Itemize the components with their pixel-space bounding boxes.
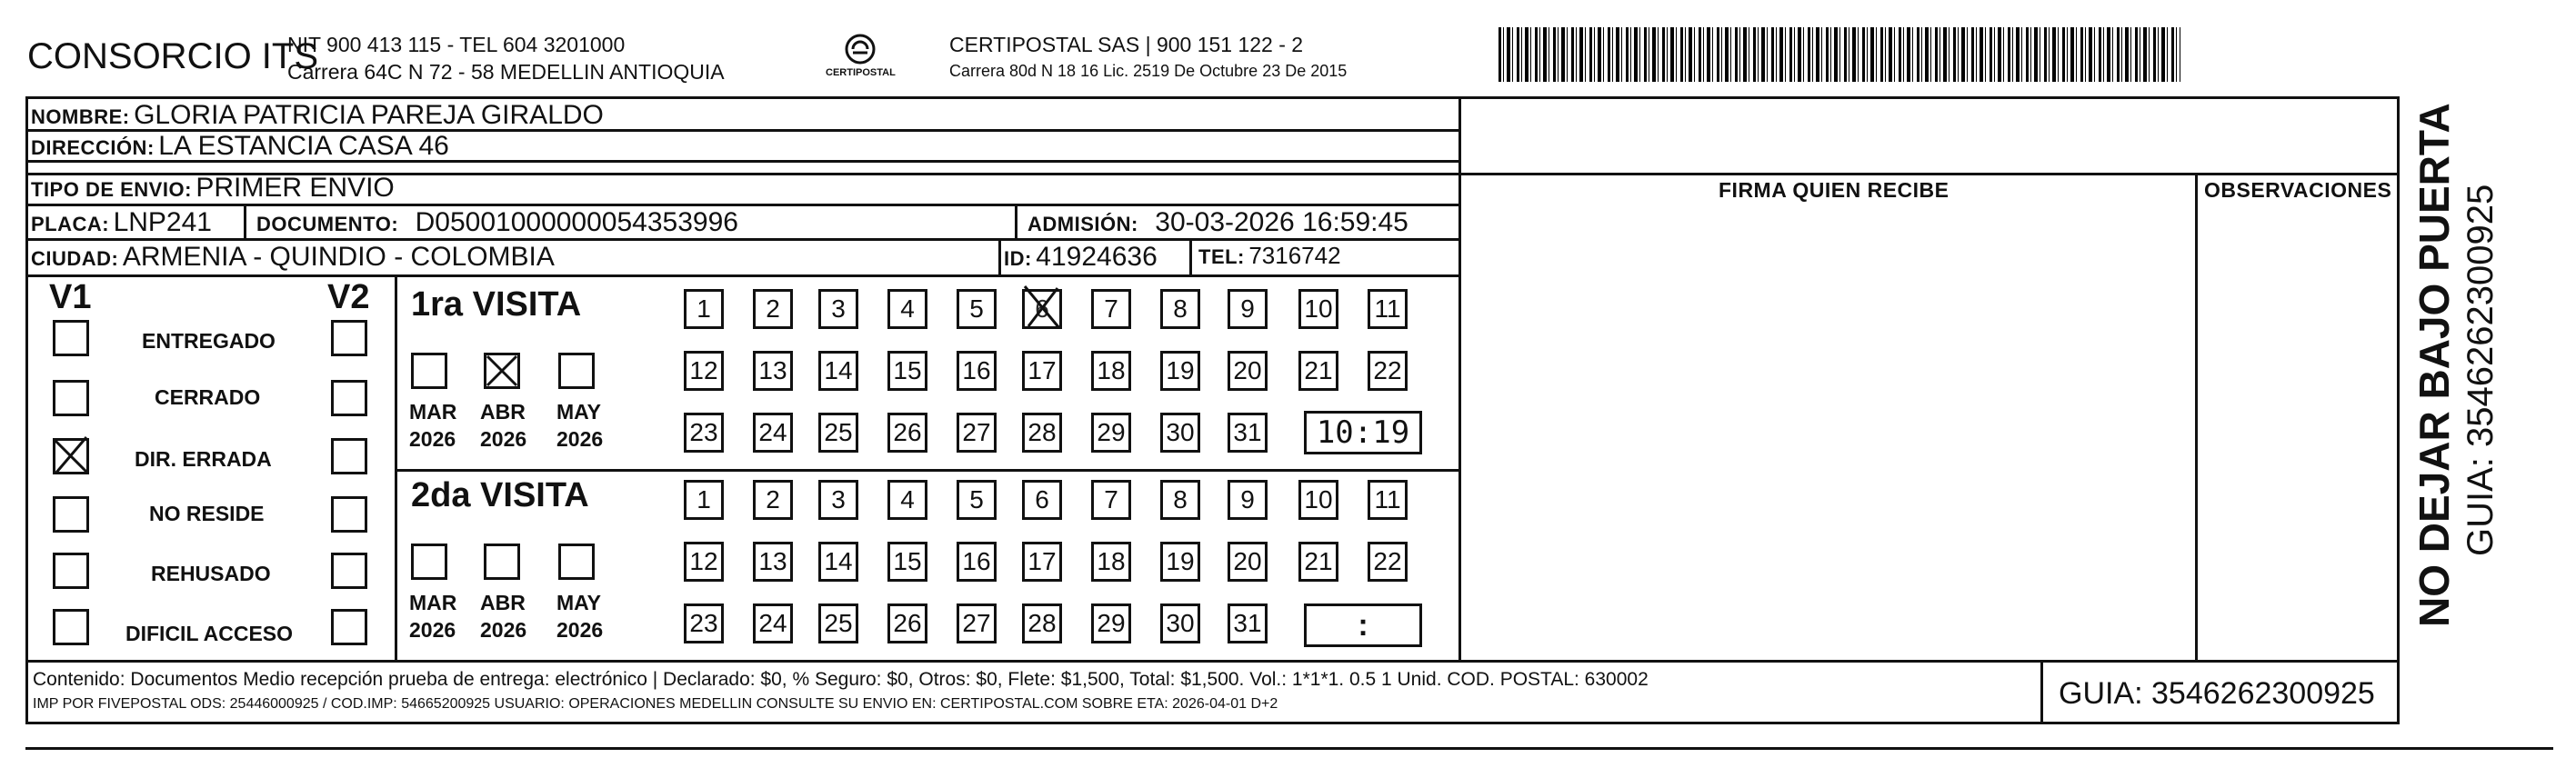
visit1-day-31[interactable] [1228,413,1268,453]
visit1-day-5[interactable] [957,289,997,329]
status-cerrado: CERRADO [155,385,261,409]
admision-label: ADMISIÓN: [1027,213,1138,235]
company-nit: NIT 900 413 115 - TEL 604 3201000 [287,33,626,56]
status-entregado: ENTREGADO [142,329,276,353]
visit1-day-27[interactable] [957,413,997,453]
day-number: 9 [1240,485,1255,514]
day-number: 24 [758,418,787,446]
visit1-day-2[interactable] [753,289,793,329]
placa-value: LNP241 [113,207,212,237]
nombre-label: NOMBRE: [31,105,130,128]
check-mark-icon [50,434,94,477]
day-number: 14 [824,547,853,575]
visit1-day-10[interactable] [1298,289,1338,329]
admision-value: 30-03-2026 16:59:45 [1155,207,1408,237]
documento-label: DOCUMENTO: [256,213,399,235]
company-name: CONSORCIO ITS [27,36,319,76]
v2-entregado-checkbox[interactable] [331,320,367,356]
side-warning: NO DEJAR BAJO PUERTA [2411,103,2458,627]
visit1-day-16[interactable] [957,351,997,391]
observaciones-header: OBSERVACIONES [2204,178,2392,202]
visit2-month-may-checkbox[interactable] [558,544,595,580]
visit2-day-5[interactable] [957,480,997,520]
visit1-day-8[interactable] [1160,289,1200,329]
v1-cerrado-checkbox[interactable] [53,380,89,416]
day-number: 13 [758,356,787,384]
day-number: 1 [697,294,711,323]
visit1-day-15[interactable] [887,351,927,391]
visit2-day-15[interactable] [887,542,927,582]
visit2-month-mar: MAR [409,591,457,614]
day-number: 25 [824,609,853,637]
visit1-day-30[interactable] [1160,413,1200,453]
certipostal-logo: CERTIPOSTAL [824,31,897,85]
day-number: 10 [1304,485,1333,514]
visit1-month-mar: MAR [409,400,457,424]
visit1-day-29[interactable] [1091,413,1131,453]
nombre-value: GLORIA PATRICIA PAREJA GIRALDO [134,100,604,130]
status-no-reside: NO RESIDE [149,502,265,525]
visit1-year-mar: 2026 [409,427,456,451]
visit2-day-20[interactable] [1228,542,1268,582]
visit1-day-20[interactable] [1228,351,1268,391]
day-number: 27 [962,418,991,446]
visit1-month-mar-checkbox[interactable] [411,353,447,389]
day-number: 23 [689,418,718,446]
visit2-day-22[interactable] [1368,542,1408,582]
day-number: 31 [1233,418,1262,446]
visit2-day-1[interactable] [684,480,724,520]
visit1-day-6[interactable] [1022,289,1062,329]
nombre-row [31,100,604,131]
placa-row [31,207,212,238]
visit2-day-31[interactable] [1228,603,1268,643]
ciudad-row [31,242,555,273]
day-number: 9 [1240,294,1255,323]
visit2-title: 2da VISITA [411,476,589,514]
day-number: 17 [1027,356,1057,384]
visit1-month-abr-checkbox[interactable] [484,353,520,389]
visit1-day-25[interactable] [818,413,858,453]
documento-value: D05001000000054353996 [415,207,738,237]
carrier-address: Carrera 80d N 18 16 Lic. 2519 De Octubre 23 De 2015 [949,62,1348,80]
visit2-day-17[interactable] [1022,542,1062,582]
day-number: 8 [1173,294,1188,323]
visit1-day-22[interactable] [1368,351,1408,391]
visit2-day-10[interactable] [1298,480,1338,520]
tel-value: 7316742 [1248,242,1341,269]
visit1-time-field[interactable]: 10:19 [1304,411,1422,454]
day-number: 7 [1104,485,1118,514]
day-number: 26 [893,609,922,637]
day-number: 15 [893,547,922,575]
visit1-day-26[interactable] [887,413,927,453]
visit2-day-12[interactable] [684,542,724,582]
day-number: 2 [766,294,780,323]
visit2-day-3[interactable] [818,480,858,520]
day-number: 11 [1374,485,1401,514]
day-number: 22 [1373,356,1402,384]
visit2-day-13[interactable] [753,542,793,582]
day-number: 12 [689,356,718,384]
visit2-day-9[interactable] [1228,480,1268,520]
day-number: 16 [962,547,991,575]
visit1-day-1[interactable] [684,289,724,329]
visit2-month-may: MAY [556,591,601,614]
ciudad-label: CIUDAD: [31,247,119,270]
visit2-day-2[interactable] [753,480,793,520]
visit2-day-18[interactable] [1091,542,1131,582]
visit1-day-21[interactable] [1298,351,1338,391]
day-number: 13 [758,547,787,575]
visit2-day-27[interactable] [957,603,997,643]
day-number: 21 [1304,547,1333,575]
tipo-row [31,173,395,204]
visit1-month-abr: ABR [480,400,526,424]
visit1-year-abr: 2026 [480,427,527,451]
visit1-day-18[interactable] [1091,351,1131,391]
visit2-day-23[interactable] [684,603,724,643]
day-number: 20 [1233,356,1262,384]
day-number: 7 [1104,294,1118,323]
visit1-title: 1ra VISITA [411,285,582,324]
visit1-day-24[interactable] [753,413,793,453]
company-address: Carrera 64C N 72 - 58 MEDELLIN ANTIOQUIA [287,60,725,84]
side-guia: GUIA: 3546262300925 [2461,184,2501,556]
visit2-day-14[interactable] [818,542,858,582]
visit2-day-8[interactable] [1160,480,1200,520]
visit2-day-29[interactable] [1091,603,1131,643]
footer-guia: GUIA: 3546262300925 [2059,676,2375,711]
day-number: 8 [1173,485,1188,514]
visit1-day-28[interactable] [1022,413,1062,453]
v2-dir-errada-checkbox[interactable] [331,438,367,474]
firma-header: FIRMA QUIEN RECIBE [1719,178,1950,202]
visit1-day-13[interactable] [753,351,793,391]
visit1-day-11[interactable] [1368,289,1408,329]
v1-entregado-checkbox[interactable] [53,320,89,356]
tipo-value: PRIMER ENVIO [195,173,395,203]
v1-dificil-acceso-checkbox[interactable] [53,609,89,645]
id-row [1004,242,1158,273]
visit2-day-21[interactable] [1298,542,1338,582]
v2-no-reside-checkbox[interactable] [331,496,367,533]
visit1-day-12[interactable] [684,351,724,391]
visit1-year-may: 2026 [556,427,604,451]
direccion-value: LA ESTANCIA CASA 46 [158,131,449,161]
v2-header: V2 [327,278,370,316]
day-number: 19 [1166,356,1195,384]
frame-top [25,96,2399,99]
v1-dir-errada-checkbox[interactable] [53,438,89,474]
day-number: 26 [893,418,922,446]
day-number: 24 [758,609,787,637]
direccion-label: DIRECCIÓN: [31,136,155,159]
day-number: 19 [1166,547,1195,575]
visit2-day-25[interactable] [818,603,858,643]
id-label: ID: [1004,247,1032,270]
visit1-day-23[interactable] [684,413,724,453]
visit2-day-6[interactable] [1022,480,1062,520]
visit1-day-17[interactable] [1022,351,1062,391]
visit2-month-abr: ABR [480,591,526,614]
status-dificil-acceso: DIFICIL ACCESO [125,622,294,645]
visit2-year-abr: 2026 [480,618,527,642]
check-mark-icon [484,353,520,389]
direccion-row [31,131,449,162]
barcode [1498,27,2180,82]
tipo-label: TIPO DE ENVIO: [31,178,192,201]
visit2-year-may: 2026 [556,618,604,642]
day-number: 31 [1233,609,1262,637]
visit2-day-7[interactable] [1091,480,1131,520]
tel-row [1198,242,1341,270]
day-number: 14 [824,356,853,384]
visit1-day-19[interactable] [1160,351,1200,391]
placa-label: PLACA: [31,213,110,235]
visit2-year-mar: 2026 [409,618,456,642]
visit1-day-9[interactable] [1228,289,1268,329]
visit2-day-4[interactable] [887,480,927,520]
day-number: 21 [1304,356,1333,384]
day-number: 30 [1166,609,1195,637]
day-number: 17 [1027,547,1057,575]
day-number: 2 [766,485,780,514]
visit1-month-may: MAY [556,400,601,424]
visit2-day-11[interactable] [1368,480,1408,520]
tel-label: TEL: [1198,245,1245,268]
day-number: 4 [900,294,915,323]
visit2-month-mar-checkbox[interactable] [411,544,447,580]
v2-rehusado-checkbox[interactable] [331,553,367,589]
day-number: 25 [824,418,853,446]
day-number: 16 [962,356,991,384]
day-number: 4 [900,485,915,514]
day-number: 3 [831,294,846,323]
day-number: 29 [1097,609,1126,637]
day-number: 11 [1374,294,1401,323]
visit1-day-7[interactable] [1091,289,1131,329]
status-dir-errada: DIR. ERRADA [135,447,272,471]
visit2-time-field[interactable]: : [1304,603,1422,647]
day-number: 3 [831,485,846,514]
carrier-name: CERTIPOSTAL SAS | 900 151 122 - 2 [949,33,1304,56]
check-mark-icon [1019,283,1065,332]
day-number: 6 [1035,294,1049,323]
visit2-day-24[interactable] [753,603,793,643]
day-number: 10 [1304,294,1333,323]
day-number: 28 [1027,609,1057,637]
day-number: 15 [893,356,922,384]
day-number: 18 [1097,356,1126,384]
v2-cerrado-checkbox[interactable] [331,380,367,416]
day-number: 1 [697,485,711,514]
day-number: 18 [1097,547,1126,575]
day-number: 6 [1035,485,1049,514]
visit1-day-14[interactable] [818,351,858,391]
visit2-day-30[interactable] [1160,603,1200,643]
id-value: 41924636 [1036,242,1158,272]
footer-imp: IMP POR FIVEPOSTAL ODS: 25446000925 / COD.IMP: 54665200925 USUARIO: OPERACIONES MEDELLIN CONSULTE SU ENVIO EN: CERTIPOSTAL.COM SOBRE ETA: 2026-04-01 D+2 [33,696,1278,712]
ciudad-value: ARMENIA - QUINDIO - COLOMBIA [122,242,555,272]
day-number: 5 [969,485,984,514]
visit1-day-3[interactable] [818,289,858,329]
visit2-day-16[interactable] [957,542,997,582]
day-number: 30 [1166,418,1195,446]
admision-row [1027,207,1408,238]
v1-rehusado-checkbox[interactable] [53,553,89,589]
day-number: 29 [1097,418,1126,446]
visit1-month-may-checkbox[interactable] [558,353,595,389]
v2-dificil-acceso-checkbox[interactable] [331,609,367,645]
footer-contenido: Contenido: Documentos Medio recepción prueba de entrega: electrónico | Declarado: $0, % Seguro: $0, Otros: $0, Flete: $1,500, Total: $1,500. Vol.: 1*1*1. 0.5 1 Unid. COD. POSTAL: 630002 [33,669,1649,690]
v1-no-reside-checkbox[interactable] [53,496,89,533]
status-rehusado: REHUSADO [151,562,271,585]
visit2-day-19[interactable] [1160,542,1200,582]
day-number: 12 [689,547,718,575]
visit2-day-28[interactable] [1022,603,1062,643]
day-number: 27 [962,609,991,637]
v1-header: V1 [49,278,92,316]
day-number: 20 [1233,547,1262,575]
day-number: 28 [1027,418,1057,446]
visit2-day-26[interactable] [887,603,927,643]
visit1-day-4[interactable] [887,289,927,329]
day-number: 22 [1373,547,1402,575]
day-number: 23 [689,609,718,637]
day-number: 5 [969,294,984,323]
documento-row [256,207,738,238]
visit2-month-abr-checkbox[interactable] [484,544,520,580]
